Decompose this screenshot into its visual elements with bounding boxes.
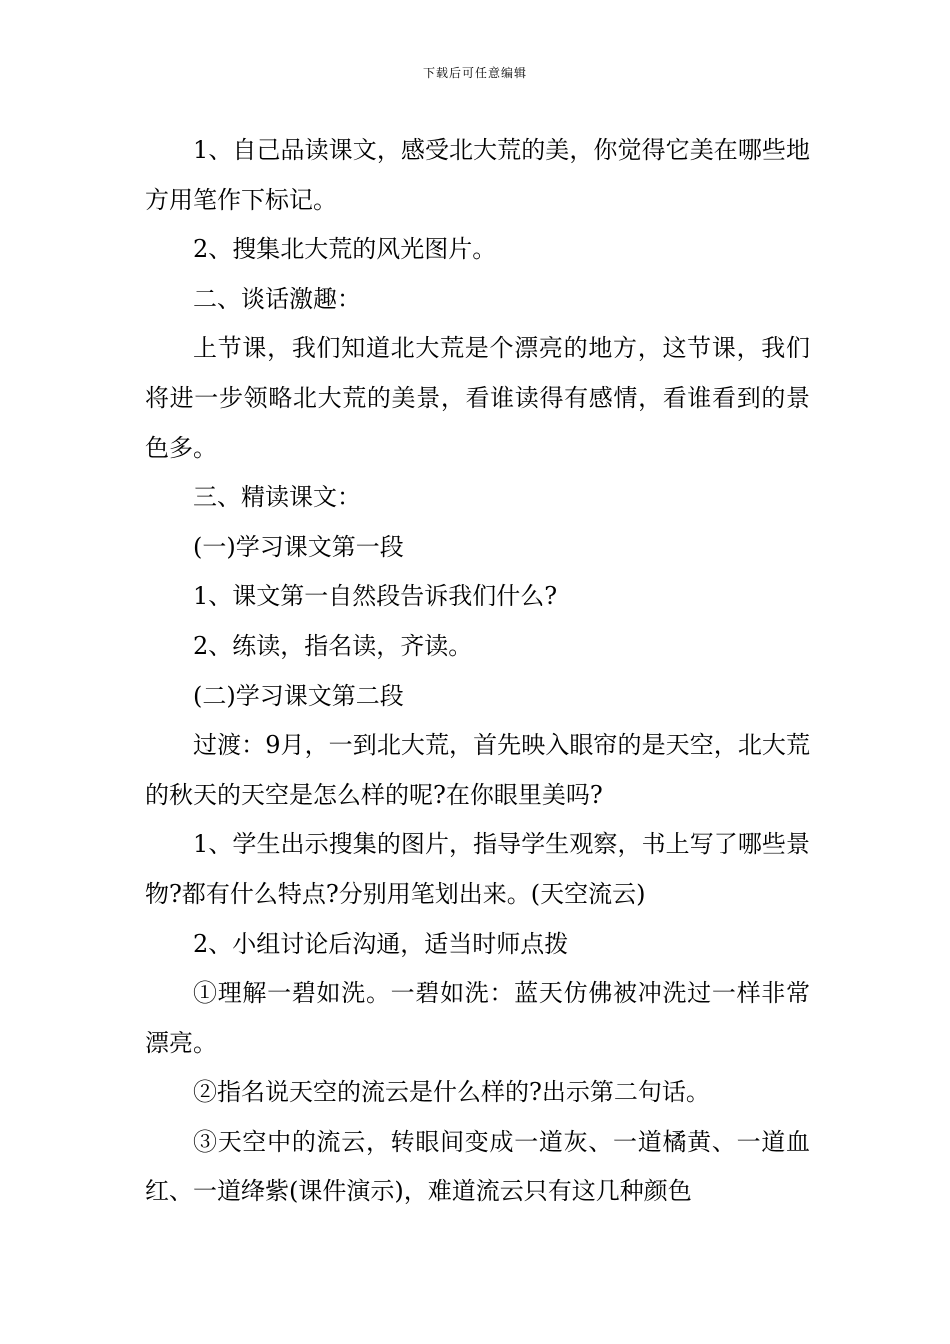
paragraph: 2、搜集北大荒的风光图片。 [193,235,497,264]
paragraph: 1、学生出示搜集的图片，指导学生观察，书上写了哪些景物?都有什么特点?分别用笔划出来。(天空流云) [145,830,810,908]
paragraph: ②指名说天空的流云是什么样的?出示第二句话。 [193,1078,710,1107]
section-heading: 二、谈话激趣： [193,284,361,313]
paragraph: ①理解一碧如洗。一碧如洗：蓝天仿佛被冲洗过一样非常漂亮。 [145,979,810,1057]
paragraph: 2、练读，指名读，齐读。 [193,631,473,660]
page-header: 下载后可任意编辑 [422,66,527,80]
paragraph: ③天空中的流云，转眼间变成一道灰、一道橘黄、一道血红、一道绛紫(课件演示)，难道流云只有这几种颜色 [145,1127,810,1206]
paragraph: 过渡：9月，一到北大荒，首先映入眼帘的是天空，北大荒的秋天的天空是怎么样的呢?在你眼里美吗? [145,731,810,809]
document-body [145,126,810,1217]
section-heading: 三、精读课文： [193,483,361,512]
paragraph: 2、小组讨论后沟通，适当时师点拨 [193,929,569,958]
paragraph: 上节课，我们知道北大荒是个漂亮的地方，这节课，我们将进一步领略北大荒的美景，看谁读得有感情，看谁看到的景色多。 [145,334,810,462]
paragraph: 1、课文第一自然段告诉我们什么? [193,582,558,611]
subsection-heading: (一)学习课文第一段 [193,532,404,561]
paragraph: 1、自己品读课文，感受北大荒的美，你觉得它美在哪些地方用笔作下标记。 [145,136,810,214]
subsection-heading: (二)学习课文第二段 [193,681,404,710]
